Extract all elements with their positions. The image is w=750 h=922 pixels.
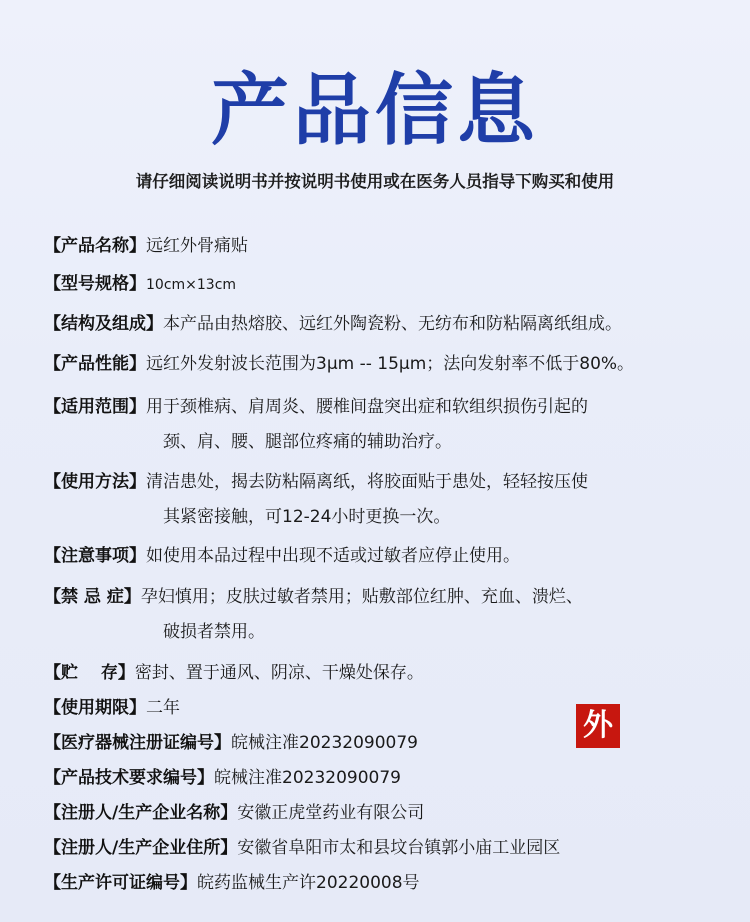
spec-label: 【适用范围】 (44, 397, 146, 417)
spec-value: 孕妇慎用；皮肤过敏者禁用；贴敷部位红肿、充血、溃烂、 (140, 587, 583, 607)
spec-value: 清洁患处，揭去防粘隔离纸，将胶面贴于患处，轻轻按压使 (146, 472, 588, 492)
spec-value-continued: 颈、肩、腰、腿部位疼痛的辅助治疗。 (163, 432, 452, 452)
spec-row-performance (44, 346, 738, 382)
spec-value-continued: 破损者禁用。 (163, 622, 265, 642)
page-title: 产品信息 (210, 66, 539, 156)
spec-row-registration-number (44, 725, 738, 761)
spec-label: 【贮 存】 (44, 663, 135, 683)
spec-label: 【产品名称】 (44, 236, 146, 256)
spec-label: 【使用方法】 (44, 472, 146, 492)
spec-row-precautions (44, 538, 738, 574)
spec-row-scope (44, 389, 738, 425)
external-use-stamp: 外 (576, 704, 620, 748)
spec-value: 二年 (146, 698, 180, 718)
spec-value: 皖械注准20232090079 (214, 768, 401, 788)
spec-row-production-license (44, 865, 738, 901)
spec-row-storage (44, 655, 738, 691)
spec-row-manufacturer-name (44, 795, 738, 831)
spec-value: 皖械注准20232090079 (231, 733, 418, 753)
spec-value: 密封、置于通风、阴凉、干燥处保存。 (134, 663, 424, 683)
spec-value-continued: 其紧密接触，可12-24小时更换一次。 (163, 507, 451, 527)
spec-value: 用于颈椎病、肩周炎、腰椎间盘突出症和软组织损伤引起的 (146, 397, 588, 417)
spec-row-technical-requirement (44, 760, 738, 796)
spec-value: 皖药监械生产许20220008号 (197, 873, 420, 893)
spec-row-shelf-life (44, 690, 738, 726)
spec-row-product-name (44, 228, 738, 264)
spec-label: 【型号规格】 (44, 274, 146, 294)
spec-value: 远红外骨痛贴 (146, 236, 248, 256)
spec-label: 【注册人/生产企业名称】 (44, 803, 238, 823)
spec-label: 【注册人/生产企业住所】 (44, 838, 238, 858)
spec-value: 安徽正虎堂药业有限公司 (237, 803, 425, 823)
spec-label: 【使用期限】 (44, 698, 146, 718)
spec-value: 本产品由热熔胶、远红外陶瓷粉、无纺布和防粘隔离纸组成。 (163, 314, 622, 334)
spec-label: 【医疗器械注册证编号】 (44, 733, 231, 753)
spec-row-contraindications (44, 579, 738, 615)
spec-row-usage (44, 464, 738, 500)
spec-label: 【注意事项】 (44, 546, 146, 566)
spec-value: 安徽省阜阳市太和县坟台镇郭小庙工业园区 (237, 838, 561, 858)
spec-row-model (44, 266, 738, 303)
spec-label: 【产品性能】 (44, 354, 146, 374)
spec-value: 远红外发射波长范围为3μm -- 15μm；法向发射率不低于80%。 (146, 354, 635, 374)
spec-value: 10cm×13cm (146, 277, 237, 293)
spec-row-manufacturer-address (44, 830, 738, 866)
spec-label: 【产品技术要求编号】 (44, 768, 214, 788)
spec-label: 【生产许可证编号】 (44, 873, 197, 893)
spec-label: 【禁 忌 症】 (44, 587, 141, 607)
spec-row-composition (44, 306, 738, 342)
page-subtitle: 请仔细阅读说明书并按说明书使用或在医务人员指导下购买和使用 (135, 172, 615, 191)
spec-value: 如使用本品过程中出现不适或过敏者应停止使用。 (146, 546, 520, 566)
spec-label: 【结构及组成】 (44, 314, 163, 334)
